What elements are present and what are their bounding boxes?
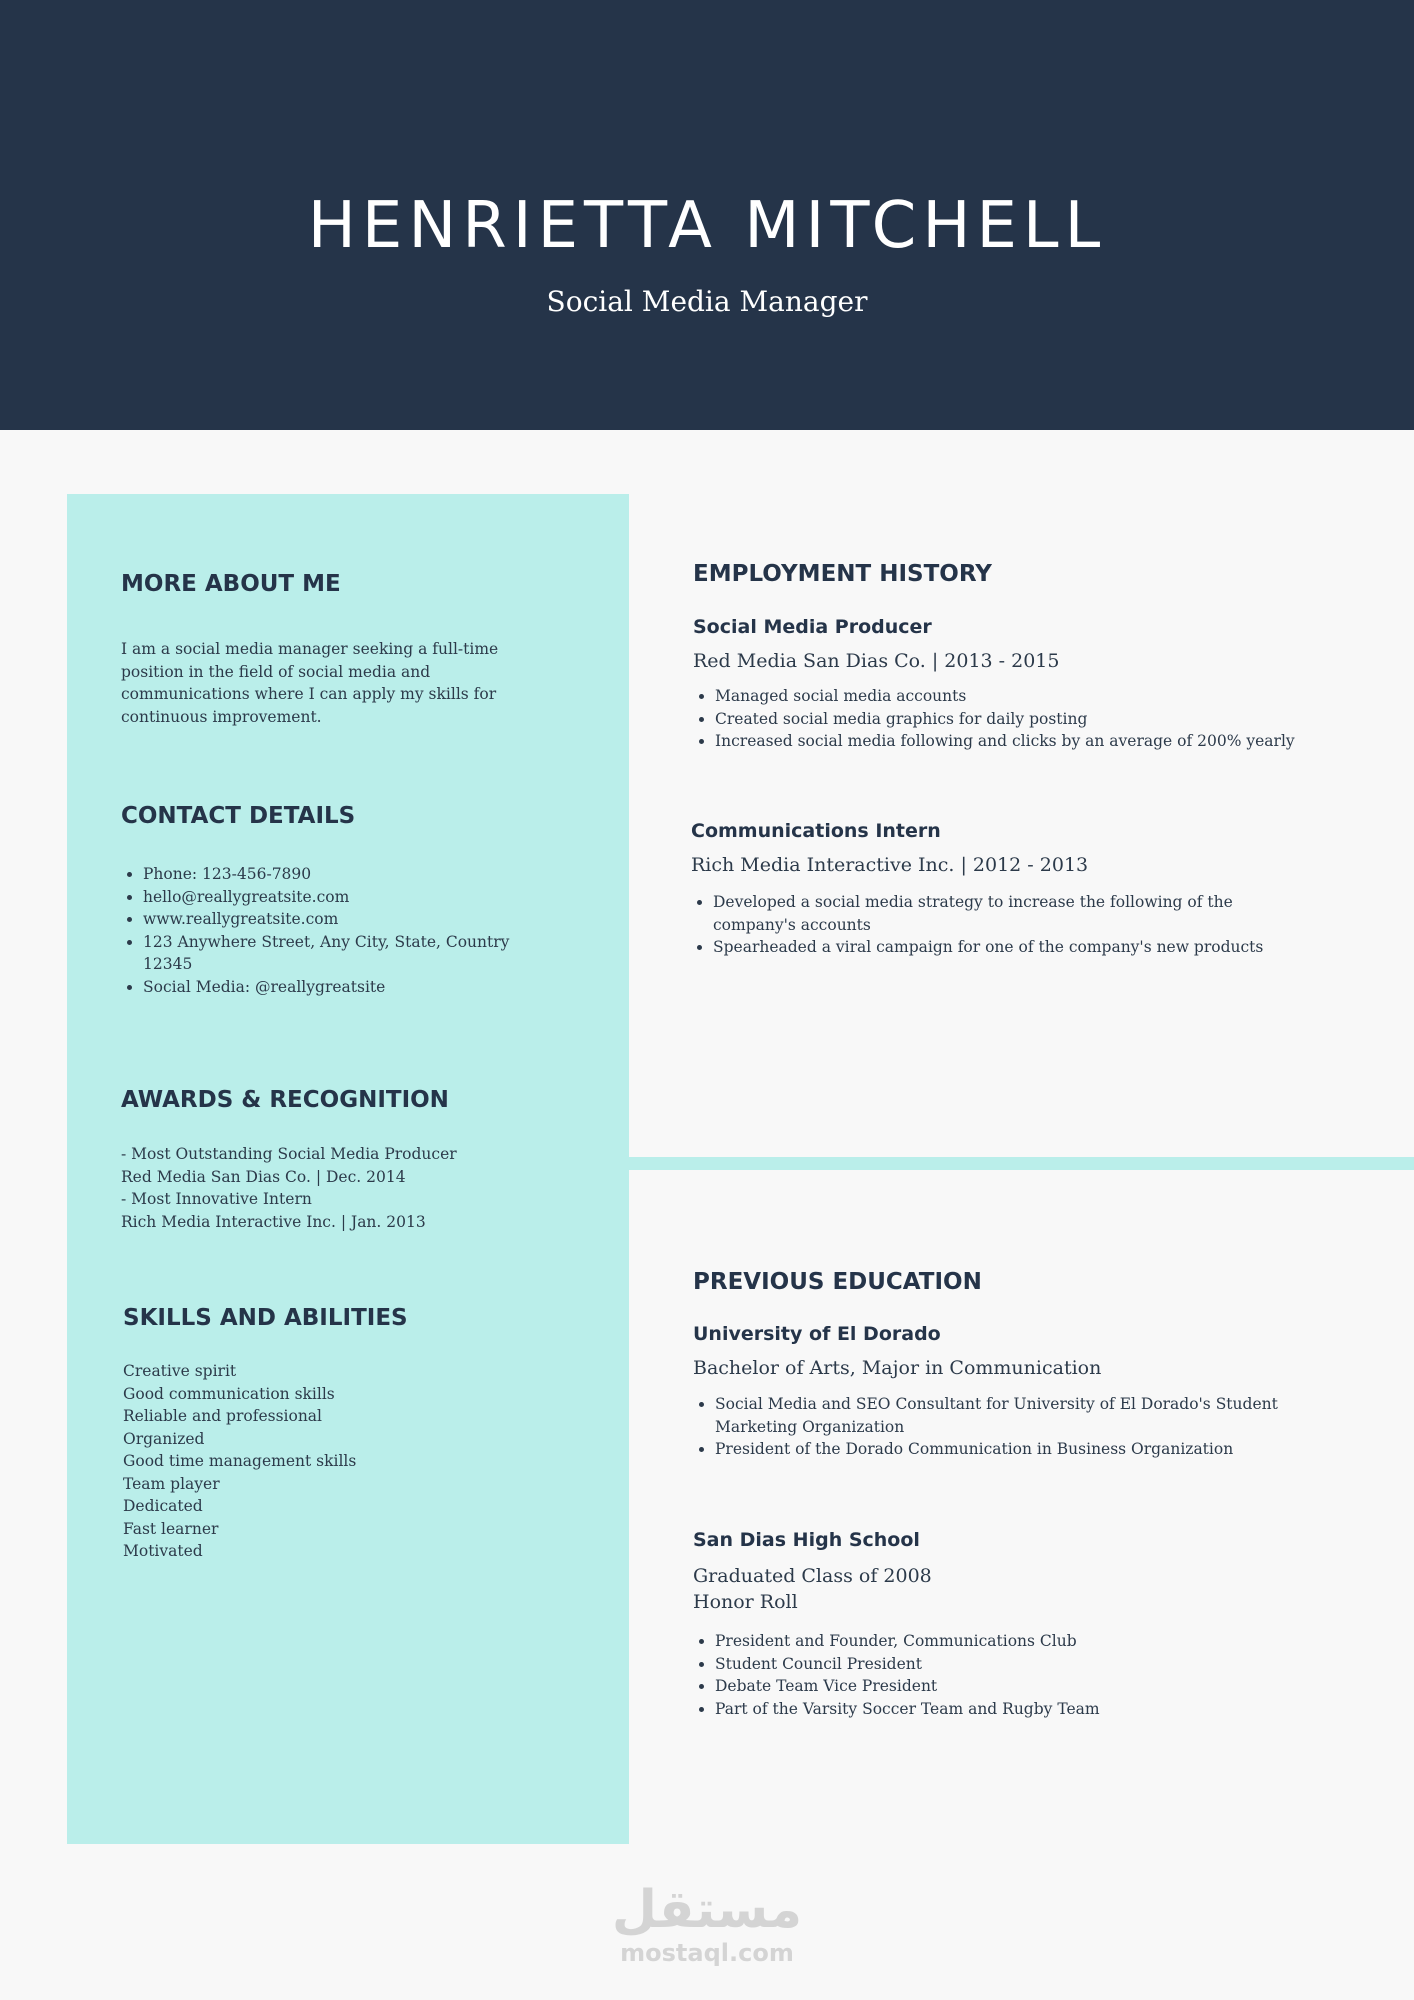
skill-item: Organized: [123, 1429, 205, 1448]
skill-item: Fast learner: [123, 1519, 219, 1538]
job-company-1: Red Media San Dias Co. | 2013 - 2015: [693, 650, 1060, 672]
contact-social: • Social Media: @reallygreatsite: [143, 976, 563, 999]
contact-address: • 123 Anywhere Street, Any City, State, Country 12345: [143, 931, 563, 976]
job-bullets-1: [693, 685, 1375, 753]
award-line: - Most Innovative Intern: [121, 1190, 312, 1208]
job-bullet: • Created social media graphics for daily posting: [715, 708, 1375, 731]
school-bullet: • Part of the Varsity Soccer Team and Rugby Team: [715, 1698, 1335, 1721]
about-text: I am a social media manager seeking a full-time position in the field of social media and communications where I can apply my skills for continuous improvement.: [121, 640, 499, 726]
contact-website: • www.reallygreatsite.com: [143, 908, 563, 931]
skill-item: Good communication skills: [123, 1384, 335, 1403]
awards-list: [121, 1143, 561, 1233]
school-bullets-2: [693, 1630, 1335, 1720]
skills-list: [123, 1360, 543, 1563]
school-name-2: San Dias High School: [693, 1529, 920, 1551]
watermark-latin: mostaql.com: [620, 1939, 794, 1967]
about-heading: MORE ABOUT ME: [121, 571, 341, 597]
school-bullet: • Debate Team Vice President: [715, 1675, 1335, 1698]
job-title-1: Social Media Producer: [693, 616, 932, 638]
skill-item: Creative spirit: [123, 1362, 237, 1380]
contact-heading: CONTACT DETAILS: [121, 803, 356, 829]
person-name: HENRIETTA MITCHELL: [307, 189, 1107, 263]
job-bullet: • Spearheaded a viral campaign for one of the company's new products: [713, 936, 1313, 959]
section-divider: [629, 1157, 1414, 1170]
skill-item: Reliable and professional: [123, 1407, 323, 1425]
award-line: Red Media San Dias Co. | Dec. 2014: [121, 1167, 406, 1186]
education-heading: PREVIOUS EDUCATION: [693, 1269, 982, 1295]
job-company-2: Rich Media Interactive Inc. | 2012 - 2013: [691, 854, 1089, 876]
job-title-2: Communications Intern: [691, 820, 941, 842]
school-bullet: • Social Media and SEO Consultant for University of El Dorado's Student Marketing Organization: [715, 1393, 1335, 1438]
school-bullet: • President of the Dorado Communication in Business Organization: [715, 1438, 1335, 1461]
employment-heading: EMPLOYMENT HISTORY: [693, 561, 992, 587]
school-name-1: University of El Dorado: [693, 1323, 941, 1345]
skill-item: Team player: [123, 1474, 220, 1493]
school-bullet: • Student Council President: [715, 1653, 1335, 1676]
mostaql-watermark: [600, 1880, 814, 1966]
skills-heading: SKILLS AND ABILITIES: [123, 1305, 408, 1331]
contact-list: [121, 863, 563, 998]
resume-header: [0, 0, 1414, 430]
school-detail-2b: Honor Roll: [693, 1591, 798, 1613]
award-line: - Most Outstanding Social Media Producer: [121, 1145, 457, 1163]
skill-item: Motivated: [123, 1542, 203, 1560]
skill-item: Good time management skills: [123, 1452, 357, 1470]
school-detail-2: Graduated Class of 2008: [693, 1565, 932, 1587]
job-bullet: • Managed social media accounts: [715, 685, 1375, 708]
watermark-arabic: مستقل: [611, 1880, 803, 1940]
school-detail-1: Bachelor of Arts, Major in Communication: [693, 1357, 1102, 1379]
contact-email: • hello@reallygreatsite.com: [143, 886, 563, 909]
awards-heading: AWARDS & RECOGNITION: [121, 1087, 449, 1113]
contact-phone: • Phone: 123-456-7890: [143, 863, 563, 886]
job-bullet: • Increased social media following and clicks by an average of 200% yearly: [715, 730, 1375, 753]
job-bullets-2: [691, 891, 1313, 959]
school-bullets-1: [693, 1393, 1335, 1461]
skill-item: Dedicated: [123, 1497, 203, 1515]
award-line: Rich Media Interactive Inc. | Jan. 2013: [121, 1212, 426, 1231]
job-bullet: • Developed a social media strategy to increase the following of the company's accounts: [713, 891, 1313, 936]
school-bullet: • President and Founder, Communications Club: [715, 1630, 1335, 1653]
job-title: Social Media Manager: [546, 285, 868, 318]
